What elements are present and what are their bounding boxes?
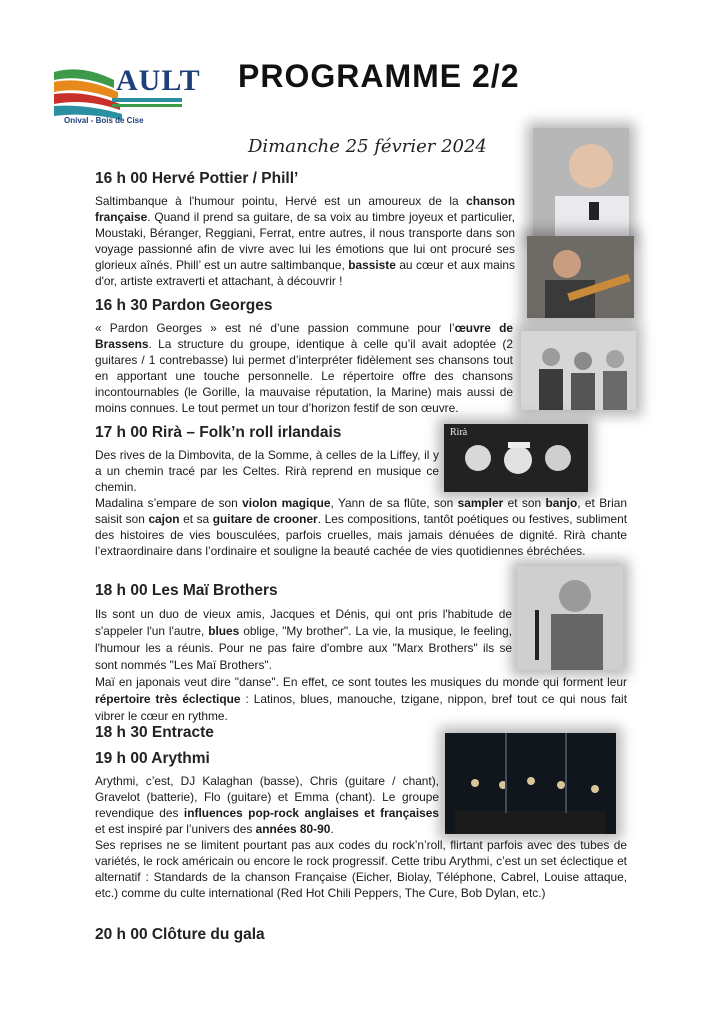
photo-rira	[444, 424, 588, 492]
logo-name: AULT	[116, 64, 201, 97]
event-text-herve: Saltimbanque à l'humour pointu, Hervé est un amoureux de la chanson française. Quand il prend sa guitare, de sa voix au timbre joyeux et particulier, Moustaki, Béranger, Reggiani, Ferrat, entre autres, il nous transporte dans son voyage passionné afin de vivre avec lui les émotions que lui ont procuré ses glorieux aînés. Phill’ est un autre saltimbanque, bassiste au cœur et aux mains d'or, artiste extraverti et attachant, à découvrir !	[95, 194, 515, 288]
photo-pardon-georges	[521, 331, 636, 410]
event-date: Dimanche 25 février 2024	[248, 136, 487, 157]
photo-rira-caption: Rirà	[450, 427, 468, 438]
event-heading-rira: 17 h 00 Rirà – Folk’n roll irlandais	[95, 424, 342, 441]
event-text-rira-2: Madalina s’empare de son violon magique, Yann de sa flûte, son sampler et son banjo, et Brian saisit son cajon et sa guitare de crooner. Les compositions, tantôt poétiques ou festives, subliment des histoires de vies bousculées, parfois cruelles, mais jamais dénuées de dignité. Rirà chante l’extraordinaire dans l’ordinaire et souligne la beauté cachée de vies quotidiennes ébréchées.	[95, 496, 628, 558]
event-text-mai-1: Ils sont un duo de vieux amis, Jacques et Dénis, qui ont pris l'habitude de s'appeler l'un l'autre, blues oblige, "My brother". La vie, la musique, le feeling, l'humour les a réunis. Pour ne pas faire d'ombre aux "Marx Brothers" ils se sont nommés "Les Maï Brothers".	[95, 607, 512, 672]
emphasis-text: chanson française	[95, 194, 515, 224]
event-text-rira-1: Des rives de la Dimbovita, de la Somme, à celles de la Liffey, il y a un chemin tracé par les Celtes. Rirà reprend en musique ce chemin.	[95, 448, 439, 494]
logo-subtitle: Onival - Bois de Cise	[64, 116, 144, 125]
event-heading-entracte: 18 h 30 Entracte	[95, 724, 214, 741]
emphasis-text: blues	[208, 624, 240, 638]
event-text-mai-2: Maï en japonais veut dire "danse". En effet, ce sont toutes les musiques du monde qui forment leur répertoire très éclectique : Latinos, blues, manouche, tzigane, nippon, bref tout ce qui nous fait vibrer le cœur en rythme.	[95, 675, 627, 723]
event-text-pardon: « Pardon Georges » est né d’une passion commune pour l’œuvre de Brassens. La structure du groupe, identique à celle qu’il avait adoptée (2 guitares / 1 contrebasse) lui permet d’interpréter fidèlement ses chansons tout en apportant une touche personnelle. Le répertoire offre des chansons incontournables (le Gorille, la mauvaise réputation, la Marine) mais aussi de moins connues. Le tout permet un tour d’horizon festif de son œuvre.	[95, 321, 513, 415]
emphasis-text: cajon	[148, 512, 180, 526]
event-heading-mai: 18 h 00 Les Maï Brothers	[95, 582, 278, 599]
page-title: PROGRAMME 2/2	[238, 58, 520, 94]
emphasis-text: années 80-90	[255, 822, 331, 836]
logo-underline-2	[112, 104, 182, 107]
event-heading-arythmi: 19 h 00 Arythmi	[95, 750, 210, 767]
emphasis-text: banjo	[545, 496, 578, 510]
emphasis-text: violon magique	[242, 496, 331, 510]
photo-herve-pottier	[533, 128, 629, 238]
emphasis-text: répertoire très éclectique	[95, 692, 241, 706]
emphasis-text: sampler	[457, 496, 504, 510]
event-heading-cloture: 20 h 00 Clôture du gala	[95, 926, 265, 943]
event-heading-pardon: 16 h 30 Pardon Georges	[95, 297, 273, 314]
photo-mai-brothers	[517, 566, 623, 670]
emphasis-text: œuvre de Brassens	[95, 321, 513, 351]
photo-arythmi	[445, 733, 616, 834]
event-heading-herve: 16 h 00 Hervé Pottier / Phill’	[95, 170, 299, 187]
event-text-arythmi-2: Ses reprises ne se limitent pourtant pas aux codes du rock’n’roll, flirtant parfois avec des tubes de variétés, le rock américain ou encore le rock progressif. Cette tribu Arythmi, c’est un set éclectique et alternatif : Standards de la chanson Française (Eicher, Biolay, Téléphone, Cabrel, Louise attaque, etc.) comme du culte international (Red Hot Chili Peppers, The Cure, Bob Dylan, etc.)	[95, 838, 627, 900]
emphasis-text: bassiste	[348, 258, 396, 272]
ault-logo	[52, 62, 201, 134]
emphasis-text: guitare de crooner	[212, 512, 318, 526]
photo-phill	[527, 236, 634, 318]
logo-underline	[112, 98, 182, 102]
emphasis-text: influences pop-rock anglaises et françaises	[183, 806, 439, 820]
event-text-arythmi-1: Arythmi, c’est, DJ Kalaghan (basse), Chris (guitare / chant), Gravelot (batterie), Flo (guitare) et Emma (chant). Le groupe revendique des influences pop-rock anglaises et françaises et est inspiré par l’univers des années 80-90.	[95, 774, 439, 836]
